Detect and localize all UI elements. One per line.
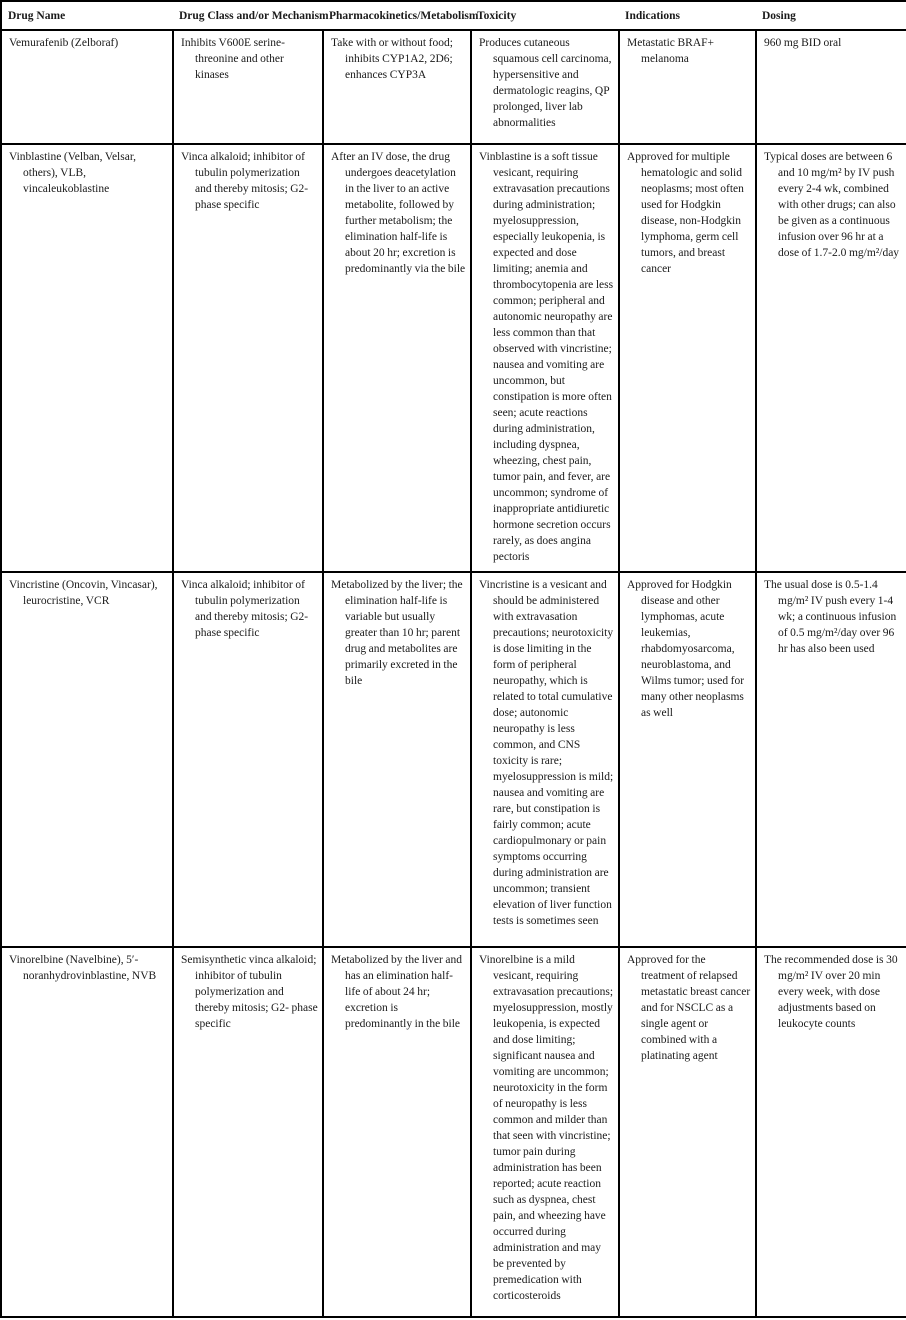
drug-class-text: Inhibits V600E serine-threonine and other kinases [181,37,285,81]
cell-drug-class [173,947,323,1317]
cell-toxicity [471,30,619,144]
cell-dosing [756,30,906,144]
dosing-text: Typical doses are between 6 and 10 mg/m² by IV push every 2-4 wk, combined with other drugs; can also be given as a continuous infusion over 96 hr at a dose of 1.7-2.0 mg/m²/day [764,151,900,259]
table-header-row [1,1,906,30]
indications-text: Approved for Hodgkin disease and other lymphomas, acute leukemias, rhabdomyosarcoma, neuroblastoma, and Wilms tumor; used for many other neoplasms as well [627,579,745,719]
cell-dosing [756,947,906,1317]
dosing-text: 960 mg BID oral [764,37,842,49]
drug-class-text: Vinca alkaloid; inhibitor of tubulin polymerization and thereby mitosis; G2- phase specific [181,579,309,639]
dosing-text: The recommended dose is 30 mg/m² IV over 20 min every week, with dose adjustments based on leukocyte counts [764,954,898,1030]
column-header-toxicity: Toxicity [471,1,619,30]
drug-name-text: Vinorelbine (Navelbine), 5′-noranhydrovinblastine, NVB [9,954,157,982]
cell-drug-class [173,144,323,572]
column-header-drug-name: Drug Name [1,1,173,30]
table-row [1,572,906,947]
cell-drug-name [1,144,173,572]
toxicity-text: Vinblastine is a soft tissue vesicant, requiring extravasation precautions during administration; myelosuppression, especially leukopenia, is expected and dose limiting; anemia and thrombocytopenia are less common; peripheral and autonomic neuropathy are less common than that observed with vincristine; nausea and vomiting are uncommon, but constipation is more often seen; acute reactions during administration, including dyspnea, wheezing, chest pain, tumor pain, and fever, are uncommon; syndrome of inappropriate antidiuretic hormone secretion occurs rarely, as does angina pectoris [479,151,614,563]
toxicity-text: Produces cutaneous squamous cell carcinoma, hypersensitive and dermatologic reagins, QP prolonged, liver lab abnormalities [479,37,612,129]
column-header-pharmacokinetics: Pharmacokinetics/Metabolism [323,1,471,30]
drug-name-text: Vincristine (Oncovin, Vincasar), leurocristine, VCR [9,579,158,607]
indications-text: Approved for the treatment of relapsed metastatic breast cancer and for NSCLC as a single agent or combined with a platinating agent [627,954,751,1062]
drug-name-text: Vinblastine (Velban, Velsar, others), VLB, vincaleukoblastine [9,151,137,195]
cell-dosing [756,144,906,572]
cell-dosing [756,572,906,947]
indications-text: Metastatic BRAF+ melanoma [627,37,715,65]
indications-text: Approved for multiple hematologic and solid neoplasms; most often used for Hodgkin disease, non-Hodgkin lymphoma, germ cell tumors, and breast cancer [627,151,744,275]
cell-drug-name [1,30,173,144]
table-row [1,144,906,572]
column-header-dosing: Dosing [756,1,906,30]
cell-drug-class [173,30,323,144]
pharmacokinetics-text: Metabolized by the liver; the elimination half-life is variable but usually greater than 10 hr; parent drug and metabolites are primarily excreted in the bile [331,579,463,687]
cell-pharmacokinetics [323,947,471,1317]
cell-toxicity [471,947,619,1317]
cell-indications [619,572,756,947]
cell-toxicity [471,572,619,947]
cell-drug-name [1,572,173,947]
cell-indications [619,947,756,1317]
cell-drug-class [173,572,323,947]
drug-class-text: Semisynthetic vinca alkaloid; inhibitor of tubulin polymerization and thereby mitosis; G2- phase specific [181,954,318,1030]
drug-class-text: Vinca alkaloid; inhibitor of tubulin polymerization and thereby mitosis; G2- phase specific [181,151,309,211]
pharmacokinetics-text: Take with or without food; inhibits CYP1A2, 2D6; enhances CYP3A [331,37,453,81]
pharmacokinetics-text: After an IV dose, the drug undergoes deacetylation in the liver to an active metabolite, followed by further metabolism; the elimination half-life is about 20 hr; excretion is predominantly via the bile [331,151,466,275]
toxicity-text: Vinorelbine is a mild vesicant, requiring extravasation precautions; myelosuppression, mostly leukopenia, is expected and dose limiting; significant nausea and vomiting are uncommon; neurotoxicity in the form of neuropathy is less common and milder than that seen with vincristine; tumor pain during administration has been reported; acute reaction such as dyspnea, chest pain, and wheezing have occurred during administration and may be prevented by premedication with corticosteroids [479,954,614,1302]
cell-pharmacokinetics [323,144,471,572]
cell-pharmacokinetics [323,30,471,144]
cell-indications [619,144,756,572]
cell-indications [619,30,756,144]
column-header-drug-class: Drug Class and/or Mechanism [173,1,323,30]
drug-name-text: Vemurafenib (Zelboraf) [9,37,119,49]
table-row [1,30,906,144]
cell-drug-name [1,947,173,1317]
dosing-text: The usual dose is 0.5-1.4 mg/m² IV push every 1-4 wk; a continuous infusion of 0.5 mg/m²/day over 96 hr has also been used [764,579,897,655]
pharmacokinetics-text: Metabolized by the liver and has an elimination half-life of about 24 hr; excretion is predominantly in the bile [331,954,463,1030]
cell-toxicity [471,144,619,572]
toxicity-text: Vincristine is a vesicant and should be administered with extravasation precautions; neurotoxicity is dose limiting in the form of peripheral neuropathy, which is related to total cumulative dose; autonomic neuropathy is less common, and CNS toxicity is rare; myelosuppression is mild; nausea and vomiting are rare, but constipation is fairly common; acute cardiopulmonary or pain symptoms occurring during administration are uncommon; transient elevation of liver function tests is sometimes seen [479,579,614,927]
table-row [1,947,906,1317]
cell-pharmacokinetics [323,572,471,947]
column-header-indications: Indications [619,1,756,30]
